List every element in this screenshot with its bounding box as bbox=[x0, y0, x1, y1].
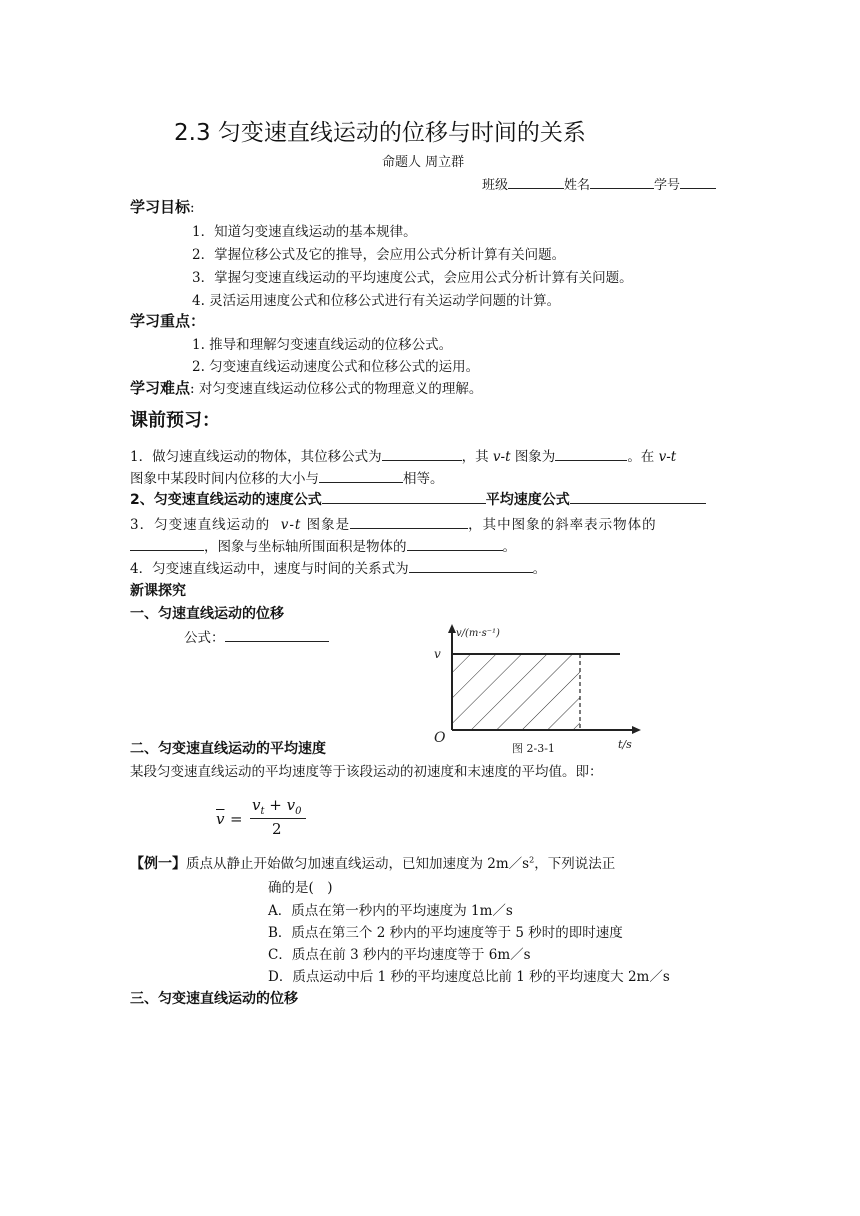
y-axis-arrow-icon bbox=[448, 624, 456, 633]
q4-blank[interactable] bbox=[409, 558, 533, 573]
vt-graph bbox=[428, 620, 660, 760]
preview-q4: 4．匀变速直线运动中，速度与时间的关系式为 。 bbox=[130, 557, 546, 577]
class-label: 班级 bbox=[482, 178, 509, 193]
q1-blank-2[interactable] bbox=[555, 446, 627, 461]
preview-q3-line2: ，图象与坐标轴所围面积是物体的 。 bbox=[130, 535, 516, 555]
name-label: 姓名 bbox=[564, 178, 591, 193]
y-axis-label: v/(m·s⁻¹) bbox=[456, 628, 500, 639]
x-axis-arrow-icon bbox=[632, 726, 641, 734]
new-lesson-heading: 新课探究 bbox=[130, 583, 186, 599]
objective-item: 3．掌握匀变速直线运动的平均速度公式，会应用公式分析计算有关问题。 bbox=[192, 270, 633, 286]
origin-label: O bbox=[434, 730, 446, 746]
q2-blank-1[interactable] bbox=[322, 489, 486, 504]
formula-label-line: 公式： bbox=[184, 626, 329, 646]
objective-item: 1．知道匀变速直线运动的基本规律。 bbox=[192, 224, 417, 240]
figure-caption: 图 2-3-1 bbox=[512, 742, 555, 755]
option-a[interactable]: A．质点在第一秒内的平均速度为 1m／s bbox=[268, 903, 513, 919]
key-point-item: 1. 推导和理解匀变速直线运动的位移公式。 bbox=[192, 337, 453, 353]
fraction-bar bbox=[250, 818, 306, 819]
key-points-heading: 学习重点： bbox=[130, 312, 206, 330]
preview-q2: 2、匀变速直线运动的速度公式 平均速度公式 bbox=[130, 489, 706, 509]
preview-q1-line1: 1．做匀速直线运动的物体，其位移公式为 ，其 v-t 图象为 。在 v-t bbox=[130, 445, 676, 465]
section3-heading: 三、匀变速直线运动的位移 bbox=[130, 991, 298, 1007]
formula-numerator: $v_t + v_0$ bbox=[252, 796, 302, 817]
section2-text: 某段匀变速直线运动的平均速度等于该段运动的初速度和末速度的平均值。即： bbox=[130, 764, 603, 780]
class-blank[interactable] bbox=[508, 174, 564, 189]
q3-blank-3[interactable] bbox=[407, 536, 503, 551]
difficulty-heading: 学习难点 bbox=[130, 379, 191, 397]
x-axis-label: t/s bbox=[618, 738, 632, 751]
level-label: v bbox=[434, 647, 441, 661]
number-blank[interactable] bbox=[680, 174, 716, 189]
section1-heading: 一、匀速直线运动的位移 bbox=[130, 606, 284, 622]
q2-blank-2[interactable] bbox=[570, 489, 706, 504]
page-title: 2.3 匀变速直线运动的位移与时间的关系 bbox=[174, 120, 586, 146]
option-d[interactable]: D．质点运动中后 1 秒的平均速度总比前 1 秒的平均速度大 2m／s bbox=[268, 969, 670, 985]
displacement-area bbox=[452, 654, 580, 730]
class-info bbox=[482, 174, 716, 193]
q1-blank-3[interactable] bbox=[319, 468, 403, 483]
formula-lhs: $\overline{v}$ bbox=[216, 810, 225, 828]
example1-label: 【例一】 bbox=[130, 856, 186, 872]
section2-heading: 二、匀变速直线运动的平均速度 bbox=[130, 741, 326, 757]
difficulty-text: : 对匀变速直线运动位移公式的物理意义的理解。 bbox=[190, 381, 483, 397]
number-label: 学号 bbox=[654, 178, 681, 193]
formula-blank[interactable] bbox=[225, 627, 329, 642]
preview-q3-line1: 3．匀变速直线运动的 v-t 图象是 ，其中图象的斜率表示物体的 bbox=[130, 513, 657, 533]
objective-item: 4. 灵活运用速度公式和位移公式进行有关运动学问题的计算。 bbox=[192, 293, 561, 309]
formula-denominator: 2 bbox=[272, 820, 282, 838]
q3-blank-1[interactable] bbox=[350, 514, 468, 529]
name-blank[interactable] bbox=[590, 174, 654, 189]
objectives-heading: 学习目标: bbox=[130, 198, 195, 216]
difficulty-line bbox=[130, 377, 482, 398]
objective-item: 2．掌握位移公式及它的推导，会应用公式分析计算有关问题。 bbox=[192, 247, 566, 263]
preview-q1-line2: 图象中某段时间内位移的大小与 相等。 bbox=[130, 467, 444, 487]
key-point-item: 2. 匀变速直线运动速度公式和位移公式的运用。 bbox=[192, 359, 480, 375]
example1-stem-cont: 确的是( ) bbox=[268, 880, 333, 896]
example1-stem: 【例一】质点从静止开始做匀加速直线运动，已知加速度为 $2m/s^2$，下列说法正 bbox=[130, 855, 616, 872]
option-b[interactable]: B．质点在第三个 2 秒内的平均速度等于 5 秒时的即时速度 bbox=[268, 925, 623, 941]
preview-heading: 课前预习： bbox=[130, 410, 220, 431]
q3-blank-2[interactable] bbox=[130, 536, 204, 551]
q1-blank-1[interactable] bbox=[382, 446, 462, 461]
author-line: 命题人 周立群 bbox=[382, 155, 465, 170]
option-c[interactable]: C．质点在前 3 秒内的平均速度等于 6m／s bbox=[268, 947, 531, 963]
